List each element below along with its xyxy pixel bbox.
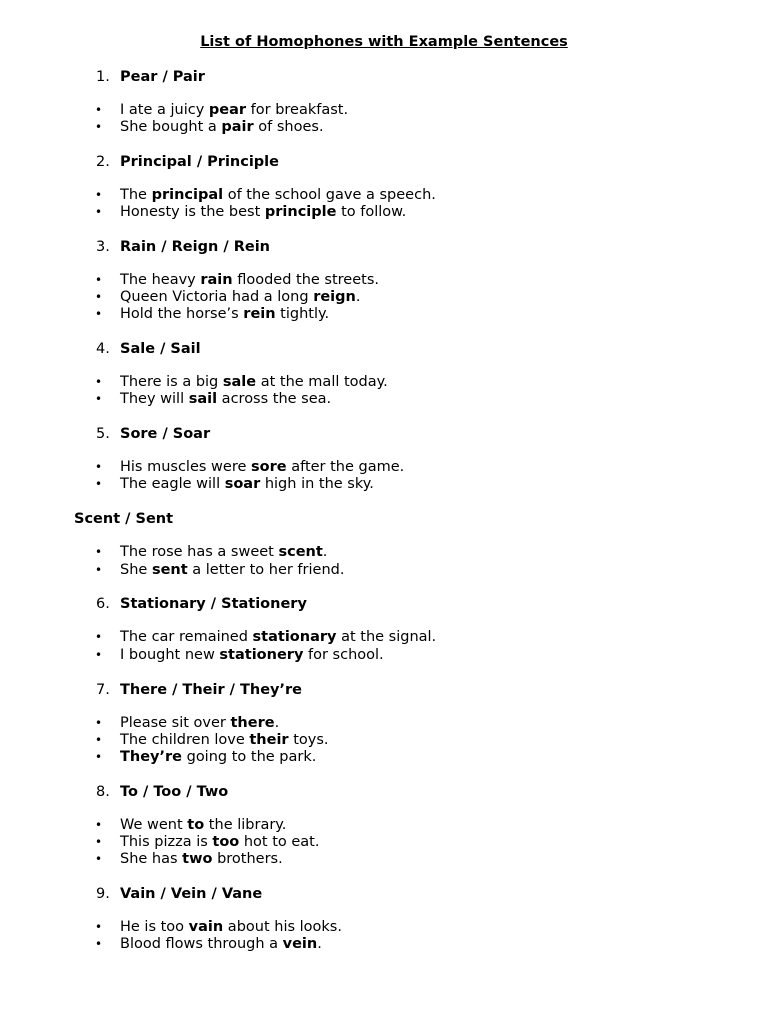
sentence-text: . [317,936,322,952]
list-item [120,732,329,749]
section-number: 7. [96,682,110,698]
homophone-word: They’re [120,749,182,765]
homophone-word: rain [200,272,233,288]
homophone-word: principle [264,204,337,220]
list-item [120,647,384,664]
homophone-word: sale [222,374,257,390]
sentence-text: She has [120,851,183,867]
section-title: Principal / Principle [120,154,279,170]
section-title: Sale / Sail [120,341,201,357]
homophone-word: rein [243,306,276,322]
section-number: 6. [96,596,110,612]
sentence-text: after the game. [286,459,405,475]
sentence-text: He is too [120,919,189,935]
section-heading [96,681,302,699]
list-item [120,272,379,289]
section-title: Vain / Vein / Vane [120,886,263,902]
section-heading [96,153,279,171]
section-heading [96,885,263,903]
sentence-text: at the mall today. [256,374,388,390]
list-item [120,459,404,476]
section-number: 4. [96,341,110,357]
sentence-text: tightly. [275,306,330,322]
section-heading [74,510,173,528]
section-number: 1. [96,69,110,85]
homophone-word: too [212,834,240,850]
section-heading [96,340,201,358]
sentence-text: about his looks. [223,919,342,935]
sentence-text: . [274,715,280,731]
sentence-text: Please sit over [120,715,231,731]
sentence-text: The eagle will [120,476,225,492]
list-item [120,391,331,408]
sentence-text: She bought a [120,119,222,135]
list-item [120,851,283,868]
section-title: Pear / Pair [120,69,205,85]
homophone-word: stationary [252,629,337,645]
sentence-text: They will [120,391,189,407]
section-heading [96,595,307,613]
list-item [120,715,279,732]
list-item [120,562,344,579]
sentence-text: for school. [303,647,384,663]
sentence-text: the library. [204,817,287,833]
sentence-text: There is a big [120,374,223,390]
list-item [120,289,360,306]
sentence-text: . [355,289,361,305]
section-title: Rain / Reign / Rein [120,239,270,255]
sentence-text: Queen Victoria had a long [120,289,314,305]
homophone-word: scent [278,544,323,560]
section-number: 2. [96,154,110,170]
homophone-word: sent [151,562,188,578]
sentence-text: We went [120,817,188,833]
list-item [120,204,406,221]
sentence-text: brothers. [212,851,283,867]
list-item [120,834,319,851]
homophone-word: two [182,851,213,867]
homophone-word: their [249,732,289,748]
section-heading [96,783,229,801]
sentence-text: I ate a juicy [120,102,209,118]
list-item [120,544,327,561]
sentence-text: . [322,544,328,560]
homophone-word: there [230,715,275,731]
section-number: 5. [96,426,110,442]
sentence-text: of the school gave a speech. [223,187,436,203]
sentence-text: toys. [288,732,329,748]
homophone-word: to [187,817,205,833]
homophone-word: sail [188,391,218,407]
list-item [120,749,316,766]
sentence-text: This pizza is [120,834,213,850]
section-title: To / Too / Two [120,784,229,800]
section-title: Sore / Soar [120,426,211,442]
list-item [120,306,329,323]
list-item [120,919,342,936]
list-item [120,629,436,646]
sentence-text: I bought new [120,647,220,663]
section-title: Stationary / Stationery [120,596,307,612]
sentence-text: She [120,562,152,578]
sentence-text: of shoes. [253,119,324,135]
sentence-text: Honesty is the best [120,204,265,220]
section-title: There / Their / They’re [120,682,302,698]
homophone-word: soar [224,476,261,492]
list-item [120,102,348,119]
list-item [120,817,286,834]
list-item [120,187,436,204]
sentence-text: high in the sky. [260,476,374,492]
homophone-word: pear [208,102,247,118]
section-number: 9. [96,886,110,902]
sentence-text: a letter to her friend. [187,562,345,578]
sentence-text: The rose has a sweet [120,544,279,560]
homophone-word: vain [188,919,224,935]
document-title: List of Homophones with Example Sentences [200,34,568,50]
section-title: Scent / Sent [74,511,174,527]
sentence-text: The children love [120,732,250,748]
section-heading [96,425,211,443]
homophone-word: stationery [219,647,304,663]
list-item [120,119,324,136]
sentence-text: across the sea. [217,391,332,407]
sentence-text: The car remained [120,629,253,645]
sentence-text: The heavy [120,272,201,288]
list-item [120,936,322,953]
homophone-word: pair [221,119,254,135]
list-item [120,476,374,493]
sentence-text: for breakfast. [246,102,349,118]
homophone-word: reign [313,289,356,305]
homophone-word: principal [151,187,224,203]
sentence-text: Hold the horse’s [120,306,244,322]
list-item [120,374,388,391]
sentence-text: flooded the streets. [232,272,379,288]
homophone-word: sore [251,459,287,475]
sentence-text: His muscles were [120,459,252,475]
section-number: 3. [96,239,110,255]
sentence-text: going to the park. [182,749,317,765]
sentence-text: The [120,187,152,203]
section-number: 8. [96,784,110,800]
sentence-text: Blood flows through a [120,936,283,952]
section-heading [96,238,270,256]
sentence-text: to follow. [336,204,407,220]
homophone-word: vein [282,936,318,952]
section-heading [96,68,205,86]
sentence-text: at the signal. [336,629,437,645]
sentence-text: hot to eat. [239,834,320,850]
